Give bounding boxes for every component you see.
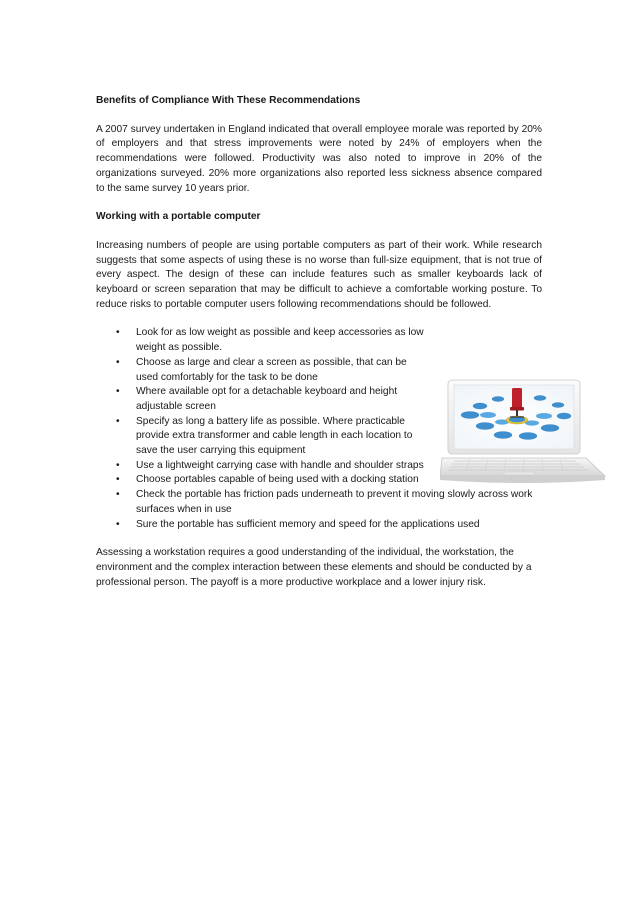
list-item-text: Check the portable has friction pads underneath to prevent it moving slowly across work surfaces when in use bbox=[136, 489, 533, 515]
section-heading-benefits: Benefits of Compliance With These Recommendations bbox=[96, 95, 361, 106]
list-item-text: Choose portables capable of being used with a docking station bbox=[136, 474, 419, 486]
paragraph-portable: Increasing numbers of people are using portable computers as part of their work. While research suggests that some aspects of using these is no worse than full-size equipment, that is not true of every aspect. The design of these can include features such as smaller keyboards lack of keyboard or screen separation that may be difficult to achieve a comfortable working posture. To reduce risks to portable computer users following recommendations should be followed. bbox=[96, 239, 542, 310]
bullet-icon: • bbox=[116, 327, 120, 339]
document-body bbox=[96, 94, 542, 604]
paragraph-benefits: A 2007 survey undertaken in England indicated that overall employee morale was reported by 20% of employers and that stress improvements were noted by 24% of employers when the recommendations were followed. Productivity was also noted to improve in 20% of the organizations surveyed. 20% more organizations also reported less sickness absence compared to the same survey 10 years prior. bbox=[96, 123, 542, 194]
list-item bbox=[96, 518, 542, 533]
bullet-icon: • bbox=[116, 415, 120, 427]
bullet-icon: • bbox=[116, 518, 120, 530]
list-item-text: Choose as large and clear a screen as possible, that can be used comfortably for the task to be done bbox=[136, 356, 407, 383]
bullet-icon: • bbox=[116, 356, 120, 368]
bullet-icon: • bbox=[116, 489, 120, 501]
list-item-text: Sure the portable has sufficient memory and speed for the applications used bbox=[136, 518, 480, 530]
bullet-icon: • bbox=[116, 459, 120, 471]
bullet-icon: • bbox=[116, 386, 120, 398]
paragraph-assessment: Assessing a workstation requires a good understanding of the individual, the workstation, the environment and the complex interaction between these elements and should be conducted by a professional person. The payoff is a more productive workplace and a lower injury risk. bbox=[96, 547, 532, 588]
list-item bbox=[96, 326, 542, 355]
list-item-text: Where available opt for a detachable keyboard and height adjustable screen bbox=[136, 386, 398, 412]
section-heading-portable: Working with a portable computer bbox=[96, 211, 261, 223]
list-item-text: Look for as low weight as possible and keep accessories as low weight as possible. bbox=[136, 327, 424, 354]
bullet-icon: • bbox=[116, 474, 120, 486]
laptop-with-office-chair-icon bbox=[440, 378, 610, 490]
list-item-text: Use a lightweight carrying case with handle and shoulder straps bbox=[136, 459, 424, 471]
list-item-text: Specify as long a battery life as possible. Where practicable provide extra transformer and cable length in each location to save the user carrying this equipment bbox=[136, 415, 413, 457]
list-item bbox=[96, 488, 542, 517]
